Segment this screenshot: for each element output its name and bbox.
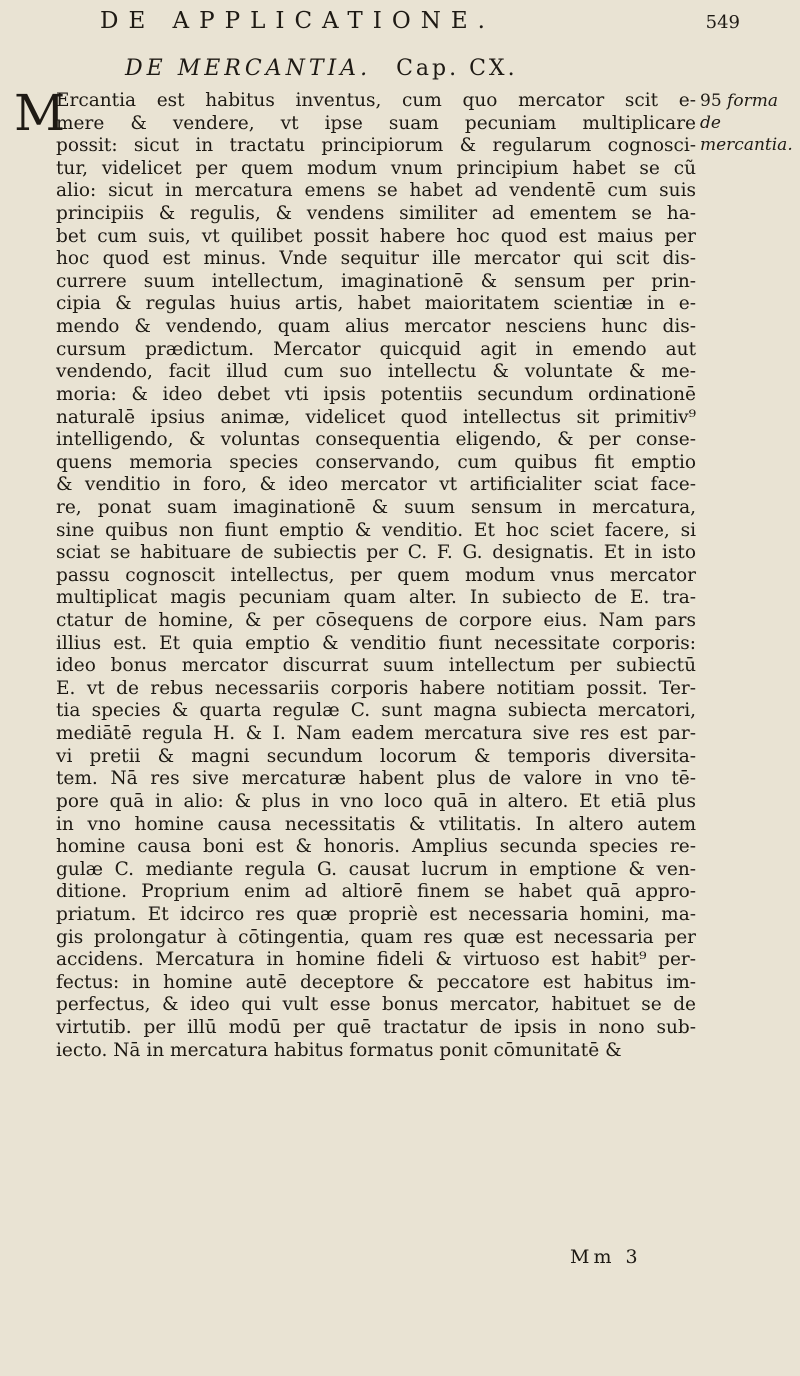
drop-cap: M bbox=[14, 84, 66, 142]
text-line: ideo bonus mercator discurrat suum intellectum per subiectū bbox=[56, 655, 696, 677]
text-line: hoc quod est minus. Vnde sequitur ille mercator qui scit dis- bbox=[56, 248, 696, 270]
text-line: accidens. Mercatura in homine fideli & virtuoso est habit⁹ per- bbox=[56, 949, 696, 971]
signature-mark: Mm 3 bbox=[570, 1246, 642, 1268]
text-line: & venditio in foro, & ideo mercator vt artificialiter sciat face- bbox=[56, 474, 696, 496]
text-line: homine causa boni est & honoris. Amplius secunda species re- bbox=[56, 836, 696, 858]
text-line: sciat se habituare de subiectis per C. F. G. designatis. Et in isto bbox=[56, 542, 696, 564]
text-line: passu cognoscit intellectus, per quem modum vnus mercator bbox=[56, 564, 696, 586]
text-line: perfectus, & ideo qui vult esse bonus mercator, habituet se de bbox=[56, 994, 696, 1016]
text-line: iecto. Nā in mercatura habitus formatus ponit cōmunitatē & bbox=[56, 1039, 622, 1061]
text-line: cipia & regulas huius artis, habet maioritatem scientiæ in e- bbox=[56, 293, 696, 315]
chapter-title: DE MERCANTIA. bbox=[125, 56, 372, 81]
text-line: E. vt de rebus necessariis corporis habere notitiam possit. Ter- bbox=[56, 677, 696, 699]
text-line: quens memoria species conservando, cum quibus fit emptio bbox=[56, 451, 696, 473]
text-line: gis prolongatur à cōtingentia, quam res quæ est necessaria per bbox=[56, 926, 696, 948]
text-line: alio: sicut in mercatura emens se habet ad vendentē cum suis bbox=[56, 180, 696, 202]
text-line: mendo & vendendo, quam alius mercator nesciens hunc dis- bbox=[56, 316, 696, 338]
text-line: mere & vendere, vt ipse suam pecuniam multiplicare bbox=[56, 112, 696, 134]
text-line: multiplicat magis pecuniam quam alter. In subiecto de E. tra- bbox=[56, 587, 696, 609]
text-line: bet cum suis, vt quilibet possit habere hoc quod est maius per bbox=[56, 225, 696, 247]
text-line: principiis & regulis, & vendens similiter ad ementem se ha- bbox=[56, 203, 696, 225]
running-head: DE APPLICATIONE. bbox=[100, 8, 495, 34]
text-line: currere suum intellectum, imaginationē & sensum per prin- bbox=[56, 270, 696, 292]
text-line: virtutib. per illū modū per quē tractatur de ipsis in nono sub- bbox=[56, 1016, 696, 1038]
text-line: mediātē regula H. & I. Nam eadem mercatura sive res est par- bbox=[56, 723, 696, 745]
text-line: gulæ C. mediante regula G. causat lucrum in emptione & ven- bbox=[56, 858, 696, 880]
text-line: cursum prædictum. Mercator quicquid agit in emendo aut bbox=[56, 338, 696, 360]
margin-note-number: 95 bbox=[700, 91, 722, 111]
text-line: vendendo, facit illud cum suo intellectu & voluntate & me- bbox=[56, 361, 696, 383]
text-line: illius est. Et quia emptio & venditio fiunt necessitate corporis: bbox=[56, 632, 696, 654]
text-line: pore quā in alio: & plus in vno loco quā in altero. Et etiā plus bbox=[56, 790, 696, 812]
text-line: re, ponat suam imaginationē & suum sensum in mercatura, bbox=[56, 496, 696, 518]
text-line: naturalē ipsius animæ, videlicet quod intellectus sit primitiv⁹ bbox=[56, 406, 696, 428]
text-line: tia species & quarta regulæ C. sunt magna subiecta mercatori, bbox=[56, 700, 696, 722]
text-line: vi pretii & magni secundum locorum & temporis diversita- bbox=[56, 745, 696, 767]
margin-note-text: forma de mercantia. bbox=[700, 91, 793, 155]
text-line: ditione. Proprium enim ad altiorē finem se habet quā appro- bbox=[56, 881, 696, 903]
chapter-number: Cap. CX. bbox=[396, 56, 518, 81]
text-line: intelligendo, & voluntas consequentia eligendo, & per conse- bbox=[56, 429, 696, 451]
text-line: possit: sicut in tractatu principiorum & regularum cognosci- bbox=[56, 135, 696, 157]
body-text bbox=[56, 90, 696, 1062]
text-line: tur, videlicet per quem modum vnum principium habet se cũ bbox=[56, 157, 696, 179]
text-line: priatum. Et idcirco res quæ propriè est necessaria homini, ma- bbox=[56, 903, 696, 925]
text-line: fectus: in homine autē deceptore & peccatore est habitus im- bbox=[56, 971, 696, 993]
chapter-heading bbox=[125, 56, 518, 81]
text-line: tem. Nā res sive mercaturæ habent plus de valore in vno tē- bbox=[56, 768, 696, 790]
text-line: Ercantia est habitus inventus, cum quo mercator scit e- bbox=[56, 90, 696, 111]
text-line: sine quibus non fiunt emptio & venditio. Et hoc sciet facere, si bbox=[56, 519, 696, 541]
margin-note bbox=[700, 90, 798, 156]
text-line: in vno homine causa necessitatis & vtilitatis. In altero autem bbox=[56, 813, 696, 835]
page-number: 549 bbox=[705, 12, 740, 33]
text-line: ctatur de homine, & per cōsequens de corpore eius. Nam pars bbox=[56, 610, 696, 632]
page-header bbox=[100, 8, 740, 42]
text-line: moria: & ideo debet vti ipsis potentiis secundum ordinationē bbox=[56, 383, 696, 405]
